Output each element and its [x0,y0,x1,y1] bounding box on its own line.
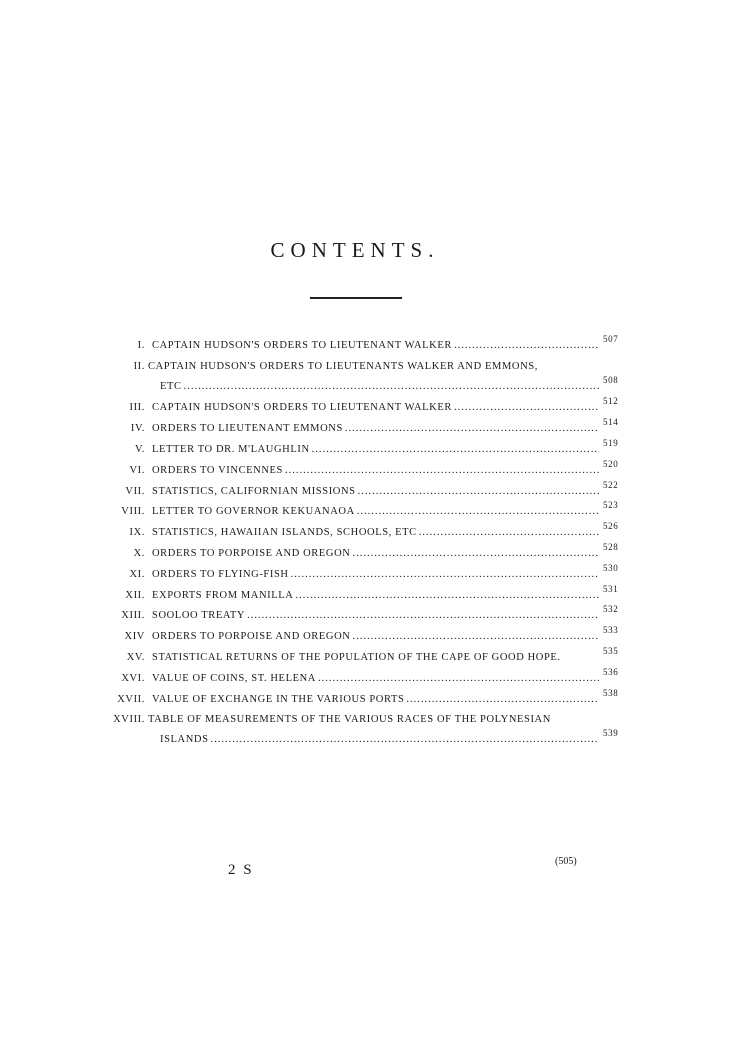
leader-dots [345,423,599,434]
toc-entry-page: 528 [603,541,619,552]
toc-entry-title: ORDERS TO LIEUTENANT EMMONS [152,423,343,435]
toc-entry [0,394,750,415]
toc-entry-number: XII. [125,589,145,601]
signature-mark: 2 S [228,862,254,878]
toc-entry-number: XI. [129,568,145,580]
toc-entry-page: 531 [603,583,619,594]
toc-entry-title: ORDERS TO VINCENNES [152,464,284,476]
toc-entry-number: I. [137,340,145,351]
leader-dots [295,590,599,601]
toc-entry-title: STATISTICAL RETURNS OF THE POPULATION OF THE CAPE OF GOOD HOPE. [152,651,561,663]
toc-entry [0,644,750,665]
toc-entry-title: EXPORTS FROM MANILLA [152,589,294,601]
toc-entry-page: 532 [603,604,619,615]
toc-entry [0,353,750,395]
leader-dots [357,506,599,517]
toc-entry-number: X. [133,547,145,559]
toc-entry [0,686,750,707]
leader-dots [352,631,599,642]
toc-entry-page: 507 [603,334,619,344]
toc-entry [0,602,750,623]
toc-entry-number: VII. [125,485,145,497]
leader-dots [285,465,599,476]
leader-dots [419,527,599,538]
toc-entry [0,561,750,582]
toc-entry-number: VIII. [121,506,145,518]
leader-dots [318,673,599,684]
toc-entry [0,457,750,478]
toc-entry-title: CAPTAIN HUDSON'S ORDERS TO LIEUTENANTS WALKER AND EMMONS, [148,360,538,372]
toc-entry [0,478,750,499]
toc-entry-page: 538 [603,687,619,698]
toc-entry-number: VI. [129,464,145,476]
toc-entry-number: XVII. [117,693,145,705]
leader-dots [406,694,599,705]
table-of-contents [0,332,750,748]
toc-entry-title: LETTER TO GOVERNOR KEKUANAOA [152,506,355,518]
toc-entry-number: II. [133,360,145,372]
toc-entry-number: V. [134,443,145,455]
toc-entry-page: 526 [603,521,619,532]
toc-entry-number: IX. [129,527,145,539]
toc-entry-page: 523 [603,500,619,511]
toc-entry-title: TABLE OF MEASUREMENTS OF THE VARIOUS RACES OF THE POLYNESIAN [148,714,551,726]
toc-entry-title: VALUE OF COINS, ST. HELENA [152,672,316,684]
toc-entry-title: ORDERS TO FLYING-FISH [152,568,289,580]
toc-entry-number: IV. [130,423,145,435]
toc-entry-title-continued: ISLANDS [160,734,209,746]
toc-entry [0,332,750,353]
toc-entry-title: CAPTAIN HUDSON'S ORDERS TO LIEUTENANT WALKER [152,402,452,414]
toc-entry-title-continued: ETC [160,380,182,392]
leader-dots [211,734,599,745]
toc-entry-page: 535 [603,645,619,656]
toc-entry-number: XVIII. [113,714,145,726]
toc-entry-number: XVI. [121,672,145,684]
leader-dots [247,610,599,621]
toc-entry-page: 512 [603,396,619,407]
toc-entry-page: 519 [603,437,619,448]
toc-entry [0,665,750,686]
toc-entry [0,415,750,436]
toc-entry-page: 522 [603,479,619,490]
toc-entry [0,519,750,540]
toc-entry-number: XIV [124,631,145,643]
toc-entry [0,623,750,644]
toc-entry-title: CAPTAIN HUDSON'S ORDERS TO LIEUTENANT WALKER [152,340,452,351]
toc-entry-title: STATISTICS, HAWAIIAN ISLANDS, SCHOOLS, ETC [152,527,417,539]
toc-entry [0,540,750,561]
toc-entry [0,498,750,519]
toc-entry-page: 514 [603,417,619,428]
toc-entry-number: XV. [126,651,145,663]
toc-entry-page: 539 [603,728,619,739]
toc-entry [0,582,750,603]
toc-entry [0,706,750,748]
toc-entry-title: STATISTICS, CALIFORNIAN MISSIONS [152,485,356,497]
toc-entry-page: 536 [603,666,619,677]
toc-entry-title: SOOLOO TREATY [152,610,246,622]
toc-entry-title: VALUE OF EXCHANGE IN THE VARIOUS PORTS [152,693,405,705]
leader-dots [291,569,599,580]
leader-dots [454,402,599,413]
page-folio: (505) [555,856,577,867]
title-rule [310,297,402,299]
leader-dots [184,381,599,392]
toc-entry [0,436,750,457]
leader-dots [454,340,599,351]
toc-entry-page: 530 [603,562,619,573]
leader-dots [312,444,599,455]
toc-entry-title: ORDERS TO PORPOISE AND OREGON [152,631,351,643]
toc-entry-title: LETTER TO DR. M'LAUGHLIN [152,443,310,455]
toc-entry-page: 508 [603,374,619,385]
leader-dots [352,548,599,559]
toc-entry-number: XIII. [121,610,145,622]
toc-entry-page: 533 [603,625,619,636]
toc-entry-page: 520 [603,458,619,469]
toc-entry-title: ORDERS TO PORPOISE AND OREGON [152,547,351,559]
leader-dots [358,486,599,497]
page-title: CONTENTS. [270,238,440,262]
toc-entry-number: III. [129,402,145,414]
